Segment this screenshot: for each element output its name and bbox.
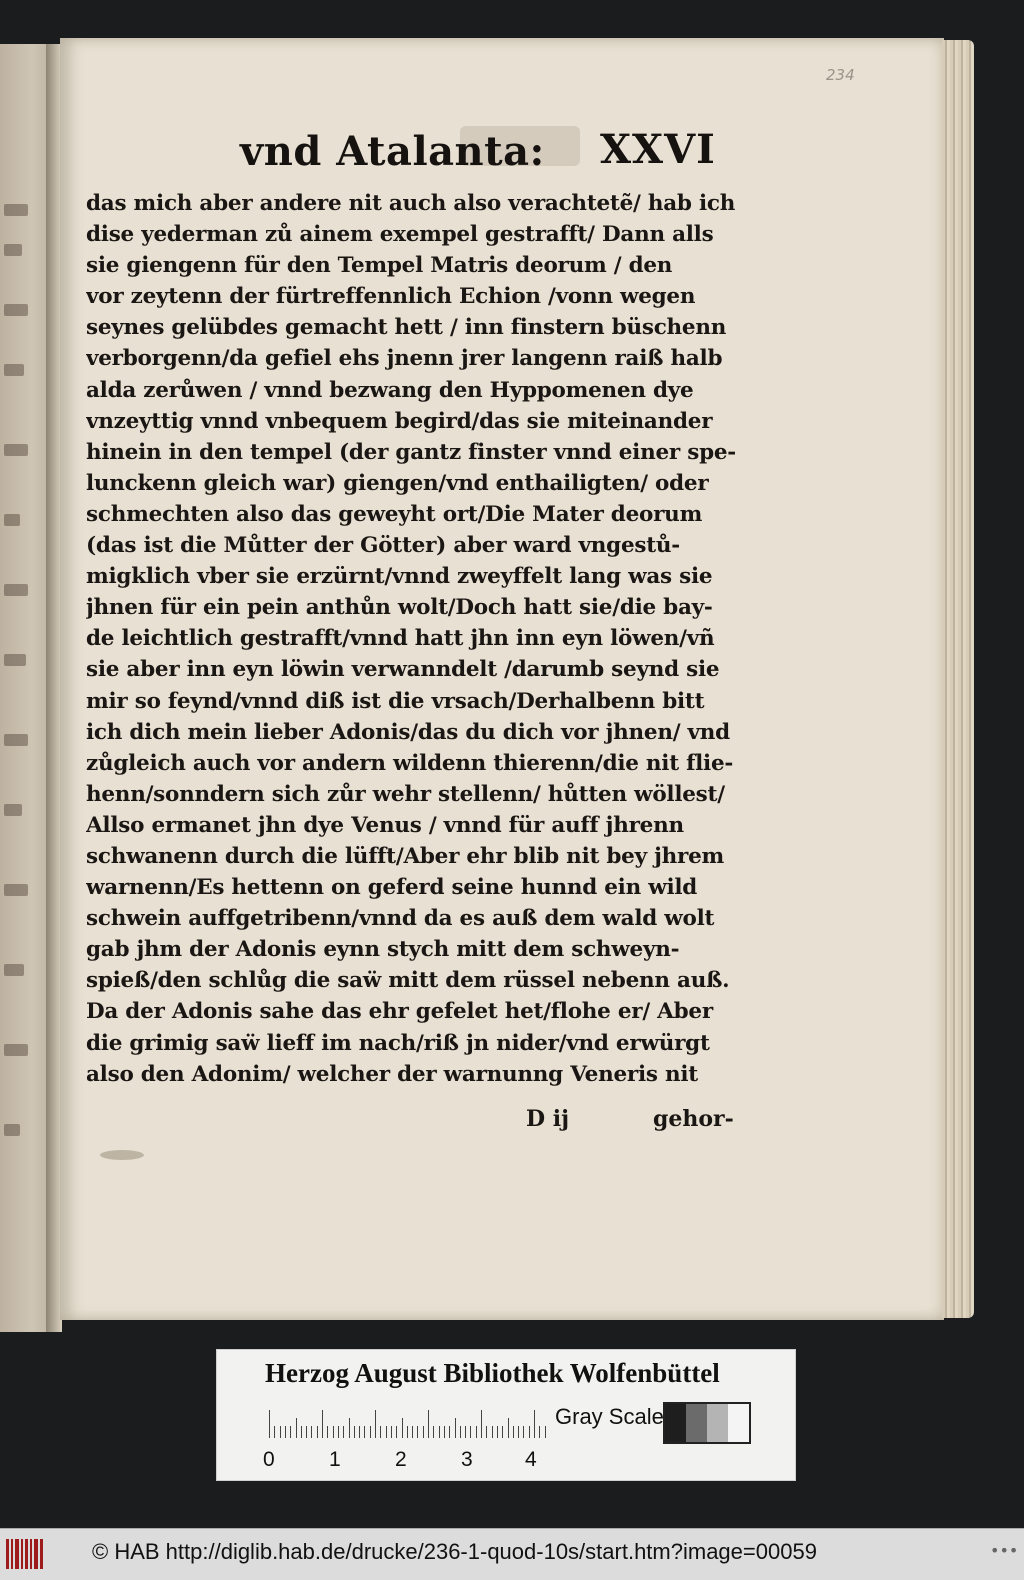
ruler-tick (455, 1418, 456, 1438)
text-line: verborgenn/da gefiel ehs jnenn jrer langenn raiß halb (86, 346, 723, 372)
gray-swatch (665, 1404, 686, 1442)
measurement-ruler (269, 1408, 549, 1438)
library-name: Herzog August Bibliothek Wolfenbüttel (265, 1358, 720, 1388)
ruler-number: 3 (461, 1448, 473, 1471)
ruler-tick (290, 1426, 291, 1438)
text-line: sie aber inn eyn löwin verwanndelt /darumb seynd sie (86, 657, 720, 683)
library-color-scale-card (216, 1349, 796, 1481)
ruler-tick (306, 1426, 307, 1438)
ruler-tick (402, 1418, 403, 1438)
text-line: migklich vber sie erzürnt/vnnd zweyffelt lang was sie (86, 564, 713, 590)
gray-swatch (728, 1404, 749, 1442)
ruler-tick (301, 1426, 302, 1438)
text-line: jhnen für ein pein anthůn wolt/Doch hatt sie/die bay- (86, 595, 713, 621)
ruler-tick (423, 1426, 424, 1438)
ruler-tick (269, 1410, 270, 1438)
text-line: schwanenn durch die lüfft/Aber ehr blib nit bey jhrem (86, 843, 725, 869)
ruler-tick (518, 1426, 519, 1438)
more-options-icon[interactable]: ••• (990, 1541, 1019, 1560)
text-line: vor zeytenn der fürtreffennlich Echion /vonn wegen (86, 284, 696, 310)
text-line: schmechten also das geweyht ort/Die Mater deorum (86, 501, 703, 527)
logo-bar (6, 1539, 9, 1569)
ruler-tick (359, 1426, 360, 1438)
text-line: hinein in den tempel (der gantz finster vnnd einer spe- (86, 439, 736, 465)
ruler-tick (343, 1426, 344, 1438)
ruler-tick (396, 1426, 397, 1438)
ruler-tick (470, 1426, 471, 1438)
ruler-tick (296, 1418, 297, 1438)
gray-swatch (686, 1404, 707, 1442)
ruler-tick (333, 1426, 334, 1438)
text-line: Allso ermanet jhn dye Venus / vnnd für auff jhrenn (86, 812, 684, 838)
logo-bar (11, 1539, 13, 1569)
catchword: gehor- (653, 1106, 734, 1132)
ruler-tick (349, 1418, 350, 1438)
text-line: lunckenn gleich war) giengen/vnd enthailigten/ oder (86, 470, 709, 496)
text-line: Da der Adonis sahe das ehr gefelet het/flohe er/ Aber (86, 999, 713, 1025)
ruler-tick (285, 1426, 286, 1438)
ink-smudge (100, 1150, 144, 1160)
text-line: henn/sonndern sich zůr wehr stellenn/ hůtten wöllest/ (86, 781, 725, 807)
ruler-tick (534, 1410, 535, 1438)
ruler-tick (529, 1426, 530, 1438)
ruler-tick (539, 1426, 540, 1438)
logo-bar (40, 1539, 43, 1569)
ruler-tick (433, 1426, 434, 1438)
text-line: gab jhm der Adonis eynn stych mitt dem schweyn- (86, 937, 680, 963)
ruler-tick (444, 1426, 445, 1438)
ruler-tick (370, 1426, 371, 1438)
ruler-tick (545, 1426, 546, 1438)
text-line: sie giengenn für den Tempel Matris deorum / den (86, 253, 673, 279)
ruler-tick (338, 1426, 339, 1438)
text-line: schwein auffgetribenn/vnnd da es auß dem wald wolt (86, 906, 715, 932)
ruler-tick (274, 1426, 275, 1438)
ruler-tick (364, 1426, 365, 1438)
text-line: die grimig saẅ lieff im nach/riß jn nider/vnd erwürgt (86, 1030, 710, 1056)
text-line: seynes gelübdes gemacht hett / inn finstern büschenn (86, 315, 727, 341)
signature-mark: D ij (526, 1106, 570, 1132)
ruler-tick (497, 1426, 498, 1438)
running-head: vnd Atalanta: (240, 128, 545, 175)
hab-logo-icon[interactable] (6, 1539, 46, 1569)
text-line: ich dich mein lieber Adonis/das du dich vor jhnen/ vnd (86, 719, 730, 745)
text-line: dise yederman zů ainem exempel gestrafft/ Dann alls (86, 222, 714, 248)
ruler-tick (465, 1426, 466, 1438)
folio-number: 234 (826, 66, 855, 84)
ruler-tick (492, 1426, 493, 1438)
ruler-tick (449, 1426, 450, 1438)
ruler-tick (322, 1410, 323, 1438)
ruler-number: 1 (329, 1448, 341, 1471)
ruler-number: 0 (263, 1448, 275, 1471)
ruler-tick (523, 1426, 524, 1438)
ruler-tick (317, 1426, 318, 1438)
text-line: warnenn/Es hettenn on geferd seine hunnd ein wild (86, 875, 698, 901)
ruler-number: 2 (395, 1448, 407, 1471)
ruler-tick (481, 1410, 482, 1438)
page-block-edge (942, 40, 974, 1318)
ruler-number: 4 (525, 1448, 537, 1471)
gray-scale-swatches (663, 1402, 751, 1444)
logo-bar (34, 1539, 38, 1569)
ruler-tick (417, 1426, 418, 1438)
text-line: also den Adonim/ welcher der warnunng Veneris nit (86, 1061, 698, 1087)
ruler-tick (513, 1426, 514, 1438)
text-line: alda zerůwen / vnnd bezwang den Hyppomenen dye (86, 377, 694, 403)
ruler-tick (428, 1410, 429, 1438)
leaf-number: XXVI (600, 126, 716, 173)
ruler-tick (476, 1426, 477, 1438)
ruler-tick (311, 1426, 312, 1438)
ruler-tick (386, 1426, 387, 1438)
ruler-tick (354, 1426, 355, 1438)
text-line: zůgleich auch vor andern wildenn thierenn/die nit flie- (86, 750, 734, 776)
gray-swatch (707, 1404, 728, 1442)
ruler-tick (439, 1426, 440, 1438)
ruler-tick (486, 1426, 487, 1438)
text-line: vnzeyttig vnnd vnbequem begird/das sie miteinander (86, 408, 713, 434)
ruler-tick (460, 1426, 461, 1438)
gray-scale-label: Gray Scale (555, 1404, 664, 1429)
viewer-footer (0, 1528, 1024, 1580)
copyright-url[interactable]: © HAB http://diglib.hab.de/drucke/236-1-quod-10s/start.htm?image=00059 (92, 1539, 817, 1564)
logo-bar (30, 1539, 32, 1569)
ruler-tick (407, 1426, 408, 1438)
ruler-tick (280, 1426, 281, 1438)
text-line: de leichtlich gestrafft/vnnd hatt jhn inn eyn löwen/vñ (86, 626, 715, 652)
ruler-tick (508, 1418, 509, 1438)
text-line: (das ist die Můtter der Götter) aber ward vngestů- (86, 533, 680, 559)
page-text (86, 188, 738, 1090)
ruler-tick (391, 1426, 392, 1438)
ruler-tick (412, 1426, 413, 1438)
logo-bar (21, 1539, 23, 1569)
ruler-tick (380, 1426, 381, 1438)
ruler-tick (502, 1426, 503, 1438)
text-line: spieß/den schlůg die saẅ mitt dem rüssel nebenn auß. (86, 968, 730, 994)
logo-bar (25, 1539, 28, 1569)
text-line: mir so feynd/vnnd diß ist die vrsach/Derhalbenn bitt (86, 688, 705, 714)
ruler-tick (327, 1426, 328, 1438)
text-line: das mich aber andere nit auch also verachtetẽ/ hab ich (86, 191, 736, 216)
logo-bar (15, 1539, 19, 1569)
ruler-tick (375, 1410, 376, 1438)
